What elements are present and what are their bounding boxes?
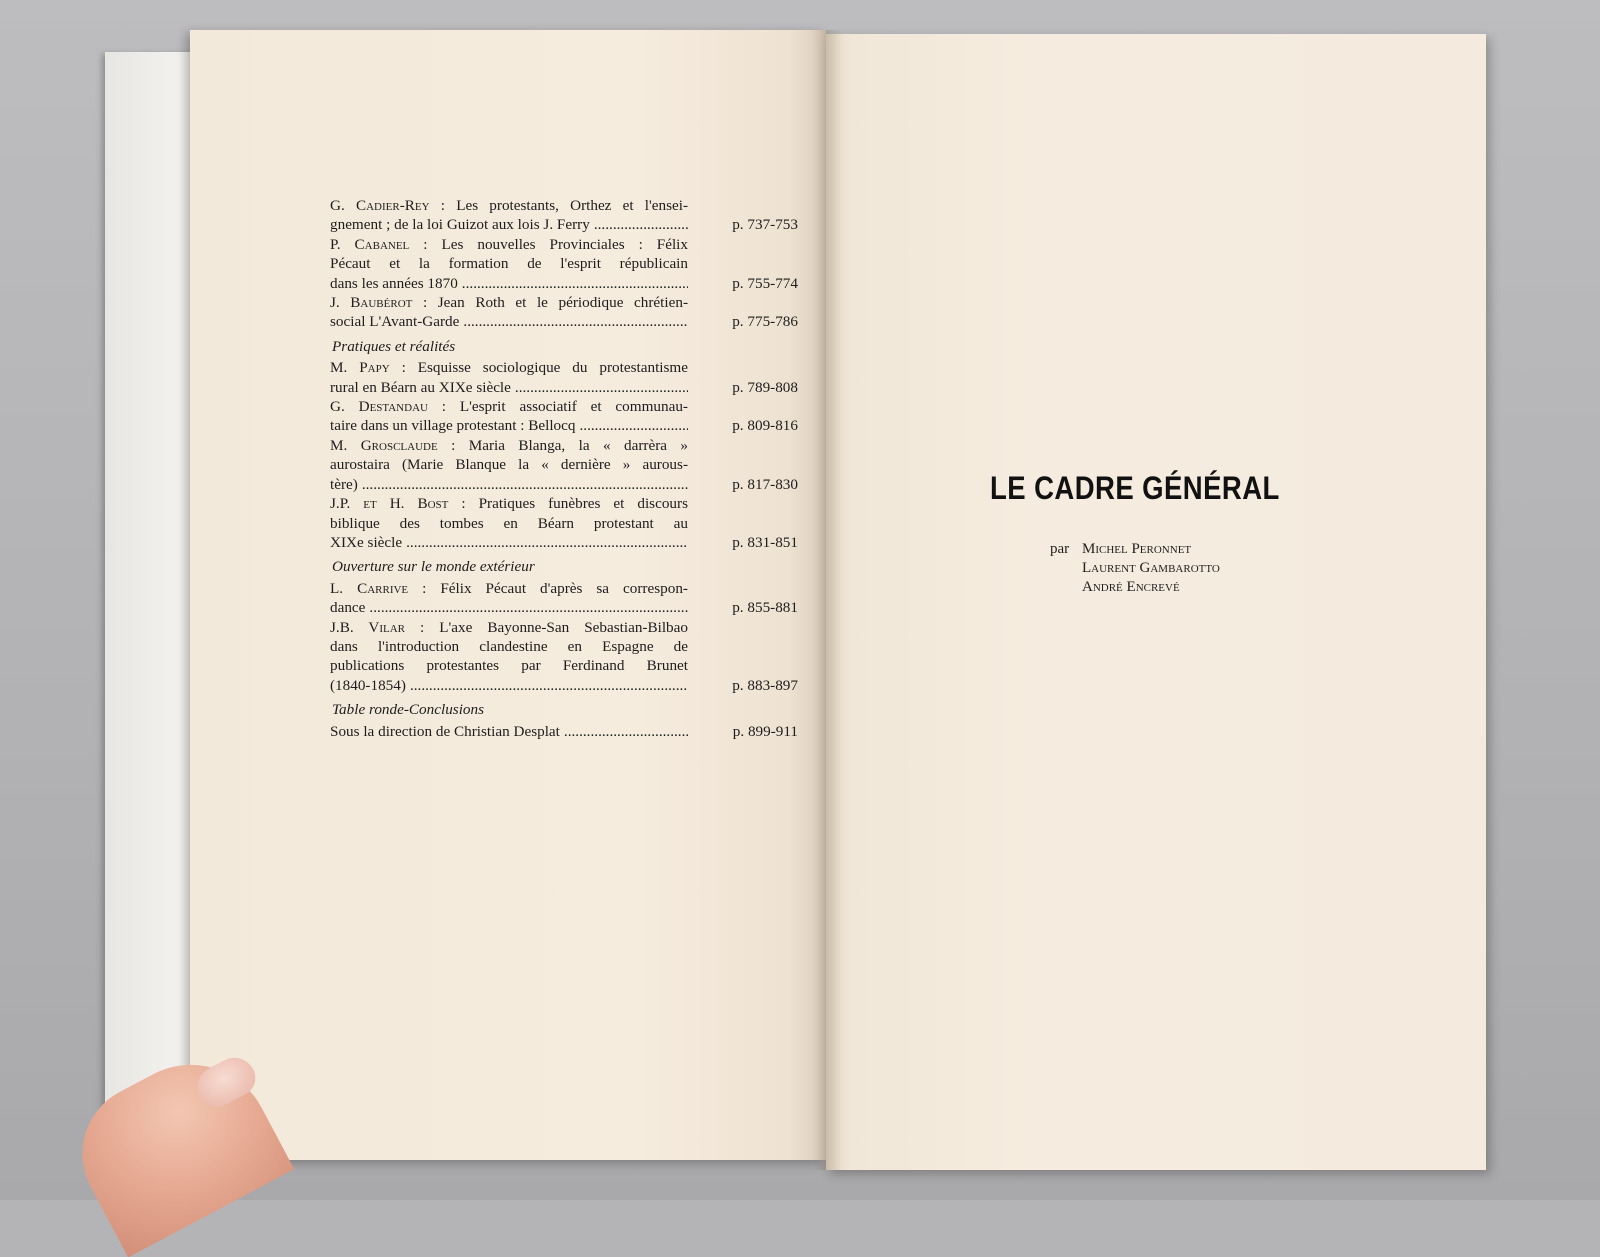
- toc-title-line: L'axe Bayonne-San Sebastian-Bilbao: [439, 618, 688, 636]
- toc-title-line: Pécaut et la formation de l'esprit républicain: [330, 255, 688, 273]
- toc-title-last-line: dance: [330, 599, 366, 617]
- toc-page-range: p. 883-897: [732, 676, 798, 694]
- toc-entry: P. Cabanel : Les nouvelles Provinciales : Félix Pécaut et la formation de l'esprit républicain dans les années 1870 ..... p. 755-774: [330, 235, 798, 293]
- toc-title-line: Jean Roth et le périodique chrétien-: [437, 294, 688, 312]
- toc-page-range: p. 855-881: [732, 599, 798, 617]
- toc-author: L. Carrive: [330, 579, 409, 597]
- right-page: [826, 34, 1486, 1170]
- dot-leader: [511, 378, 688, 397]
- toc-author: M. Papy: [330, 359, 390, 377]
- toc-author: G. Cadier-Rey: [330, 197, 430, 214]
- toc-page-range: p. 789-808: [732, 378, 798, 396]
- toc-page-range: p. 775-786: [732, 313, 798, 331]
- toc-author: J. Baubérot: [330, 294, 413, 312]
- toc-entry: J. Baubérot : Jean Roth et le périodique chrétien- social L'Avant-Garde ..... p. 775-786: [330, 293, 798, 332]
- dot-leader: [365, 598, 688, 617]
- toc-title-last-line: XIXe siècle: [330, 533, 403, 551]
- toc-author: M. Grosclaude: [330, 436, 438, 454]
- toc-title-line: Esquisse sociologique du protestantisme: [417, 359, 688, 377]
- toc-author: P. Cabanel: [330, 235, 410, 253]
- toc-title-line: Les nouvelles Provinciales : Félix: [441, 235, 688, 253]
- toc-page-range: p. 831-851: [732, 533, 798, 551]
- dot-leader: [459, 312, 688, 331]
- dot-leader: [575, 416, 688, 435]
- dot-leader: [358, 475, 688, 494]
- author-name: Michel Peronnet: [1082, 541, 1192, 557]
- toc-title-last-line: Sous la direction de Christian Desplat: [330, 722, 560, 740]
- toc-title-last-line: (1840-1854): [330, 676, 406, 694]
- toc-entry: G. Cadier-Rey : Les protestants, Orthez et l'ensei- gnement ; de la loi Guizot aux lois J. Ferry ..... p. 737-753: [330, 196, 798, 235]
- toc-entry: J.B. Vilar : L'axe Bayonne-San Sebastian-Bilbao dans l'introduction clandestine en Espagne de publications protestantes par Ferdinand Brunet (1840-1854) ..... p. 883-897: [330, 618, 798, 696]
- toc-title-line: biblique des tombes en Béarn protestant au: [330, 514, 688, 532]
- toc-page-range: p. 737-753: [732, 216, 798, 234]
- toc-entry: L. Carrive : Félix Pécaut d'après sa correspon- dance ..... p. 855-881: [330, 579, 798, 618]
- toc-title-line: Maria Blanga, la « darrèra »: [468, 436, 688, 454]
- toc-title-last-line: social L'Avant-Garde: [330, 313, 460, 331]
- toc-title-last-line: dans les années 1870: [330, 274, 458, 292]
- toc-title-line: dans l'introduction clandestine en Espagne de: [330, 637, 688, 655]
- author-name: André Encrevé: [1082, 579, 1180, 595]
- toc-author: J.B. Vilar: [330, 618, 406, 636]
- table-of-contents: [330, 196, 798, 741]
- toc-entry: G. Destandau : L'esprit associatif et communau- taire dans un village protestant : Bellocq ..... p. 809-816: [330, 397, 798, 436]
- chapter-authors: [1050, 540, 1220, 597]
- book-spine-shadow: [812, 30, 842, 1170]
- dot-leader: [458, 274, 688, 293]
- dot-leader: [560, 722, 688, 741]
- author-name: Laurent Gambarotto: [1082, 560, 1220, 576]
- toc-title-line: Pratiques funèbres et discours: [478, 495, 688, 513]
- toc-author: G. Destandau: [330, 398, 428, 416]
- toc-title-line: publications protestantes par Ferdinand Brunet: [330, 657, 688, 675]
- toc-entry: M. Papy : Esquisse sociologique du protestantisme rural en Béarn au XIXe siècle ..... p. 789-808: [330, 358, 798, 397]
- toc-section-heading: Ouverture sur le monde extérieur: [332, 558, 535, 576]
- toc-title-last-line: taire dans un village protestant : Bellocq: [330, 417, 576, 435]
- toc-page-range: p. 755-774: [732, 274, 798, 292]
- toc-title-last-line: gnement ; de la loi Guizot aux lois J. Ferry: [330, 216, 590, 234]
- toc-page-range: p. 809-816: [732, 417, 798, 435]
- chapter-title: LE CADRE GÉNÉRAL: [990, 470, 1280, 506]
- by-label: par: [1050, 541, 1070, 557]
- toc-title-line: Les protestants, Orthez et l'ensei-: [456, 197, 688, 214]
- toc-title-last-line: rural en Béarn au XIXe siècle: [330, 378, 511, 396]
- toc-title-last-line: tère): [330, 475, 358, 493]
- toc-page-range: p. 899-911: [732, 722, 798, 740]
- toc-author: J.P. et H. Bost: [330, 495, 449, 513]
- dot-leader: [406, 676, 688, 695]
- toc-title-line: Félix Pécaut d'après sa correspon-: [440, 579, 688, 597]
- toc-page-range: p. 817-830: [732, 475, 798, 493]
- toc-entry: J.P. et H. Bost : Pratiques funèbres et discours biblique des tombes en Béarn protestant au XIXe siècle ..... p. 831-851: [330, 494, 798, 552]
- toc-entry: [330, 722, 798, 741]
- toc-section-heading: Table ronde-Conclusions: [332, 701, 485, 719]
- toc-entry: M. Grosclaude : Maria Blanga, la « darrèra » aurostaira (Marie Blanque la « dernière » aurous- tère) ..... p. 817-830: [330, 436, 798, 494]
- dot-leader: [590, 215, 688, 234]
- dot-leader: [402, 533, 688, 552]
- toc-section-heading: Pratiques et réalités: [332, 337, 456, 355]
- toc-title-line: aurostaira (Marie Blanque la « dernière » aurous-: [330, 456, 688, 474]
- toc-title-line: L'esprit associatif et communau-: [459, 398, 688, 416]
